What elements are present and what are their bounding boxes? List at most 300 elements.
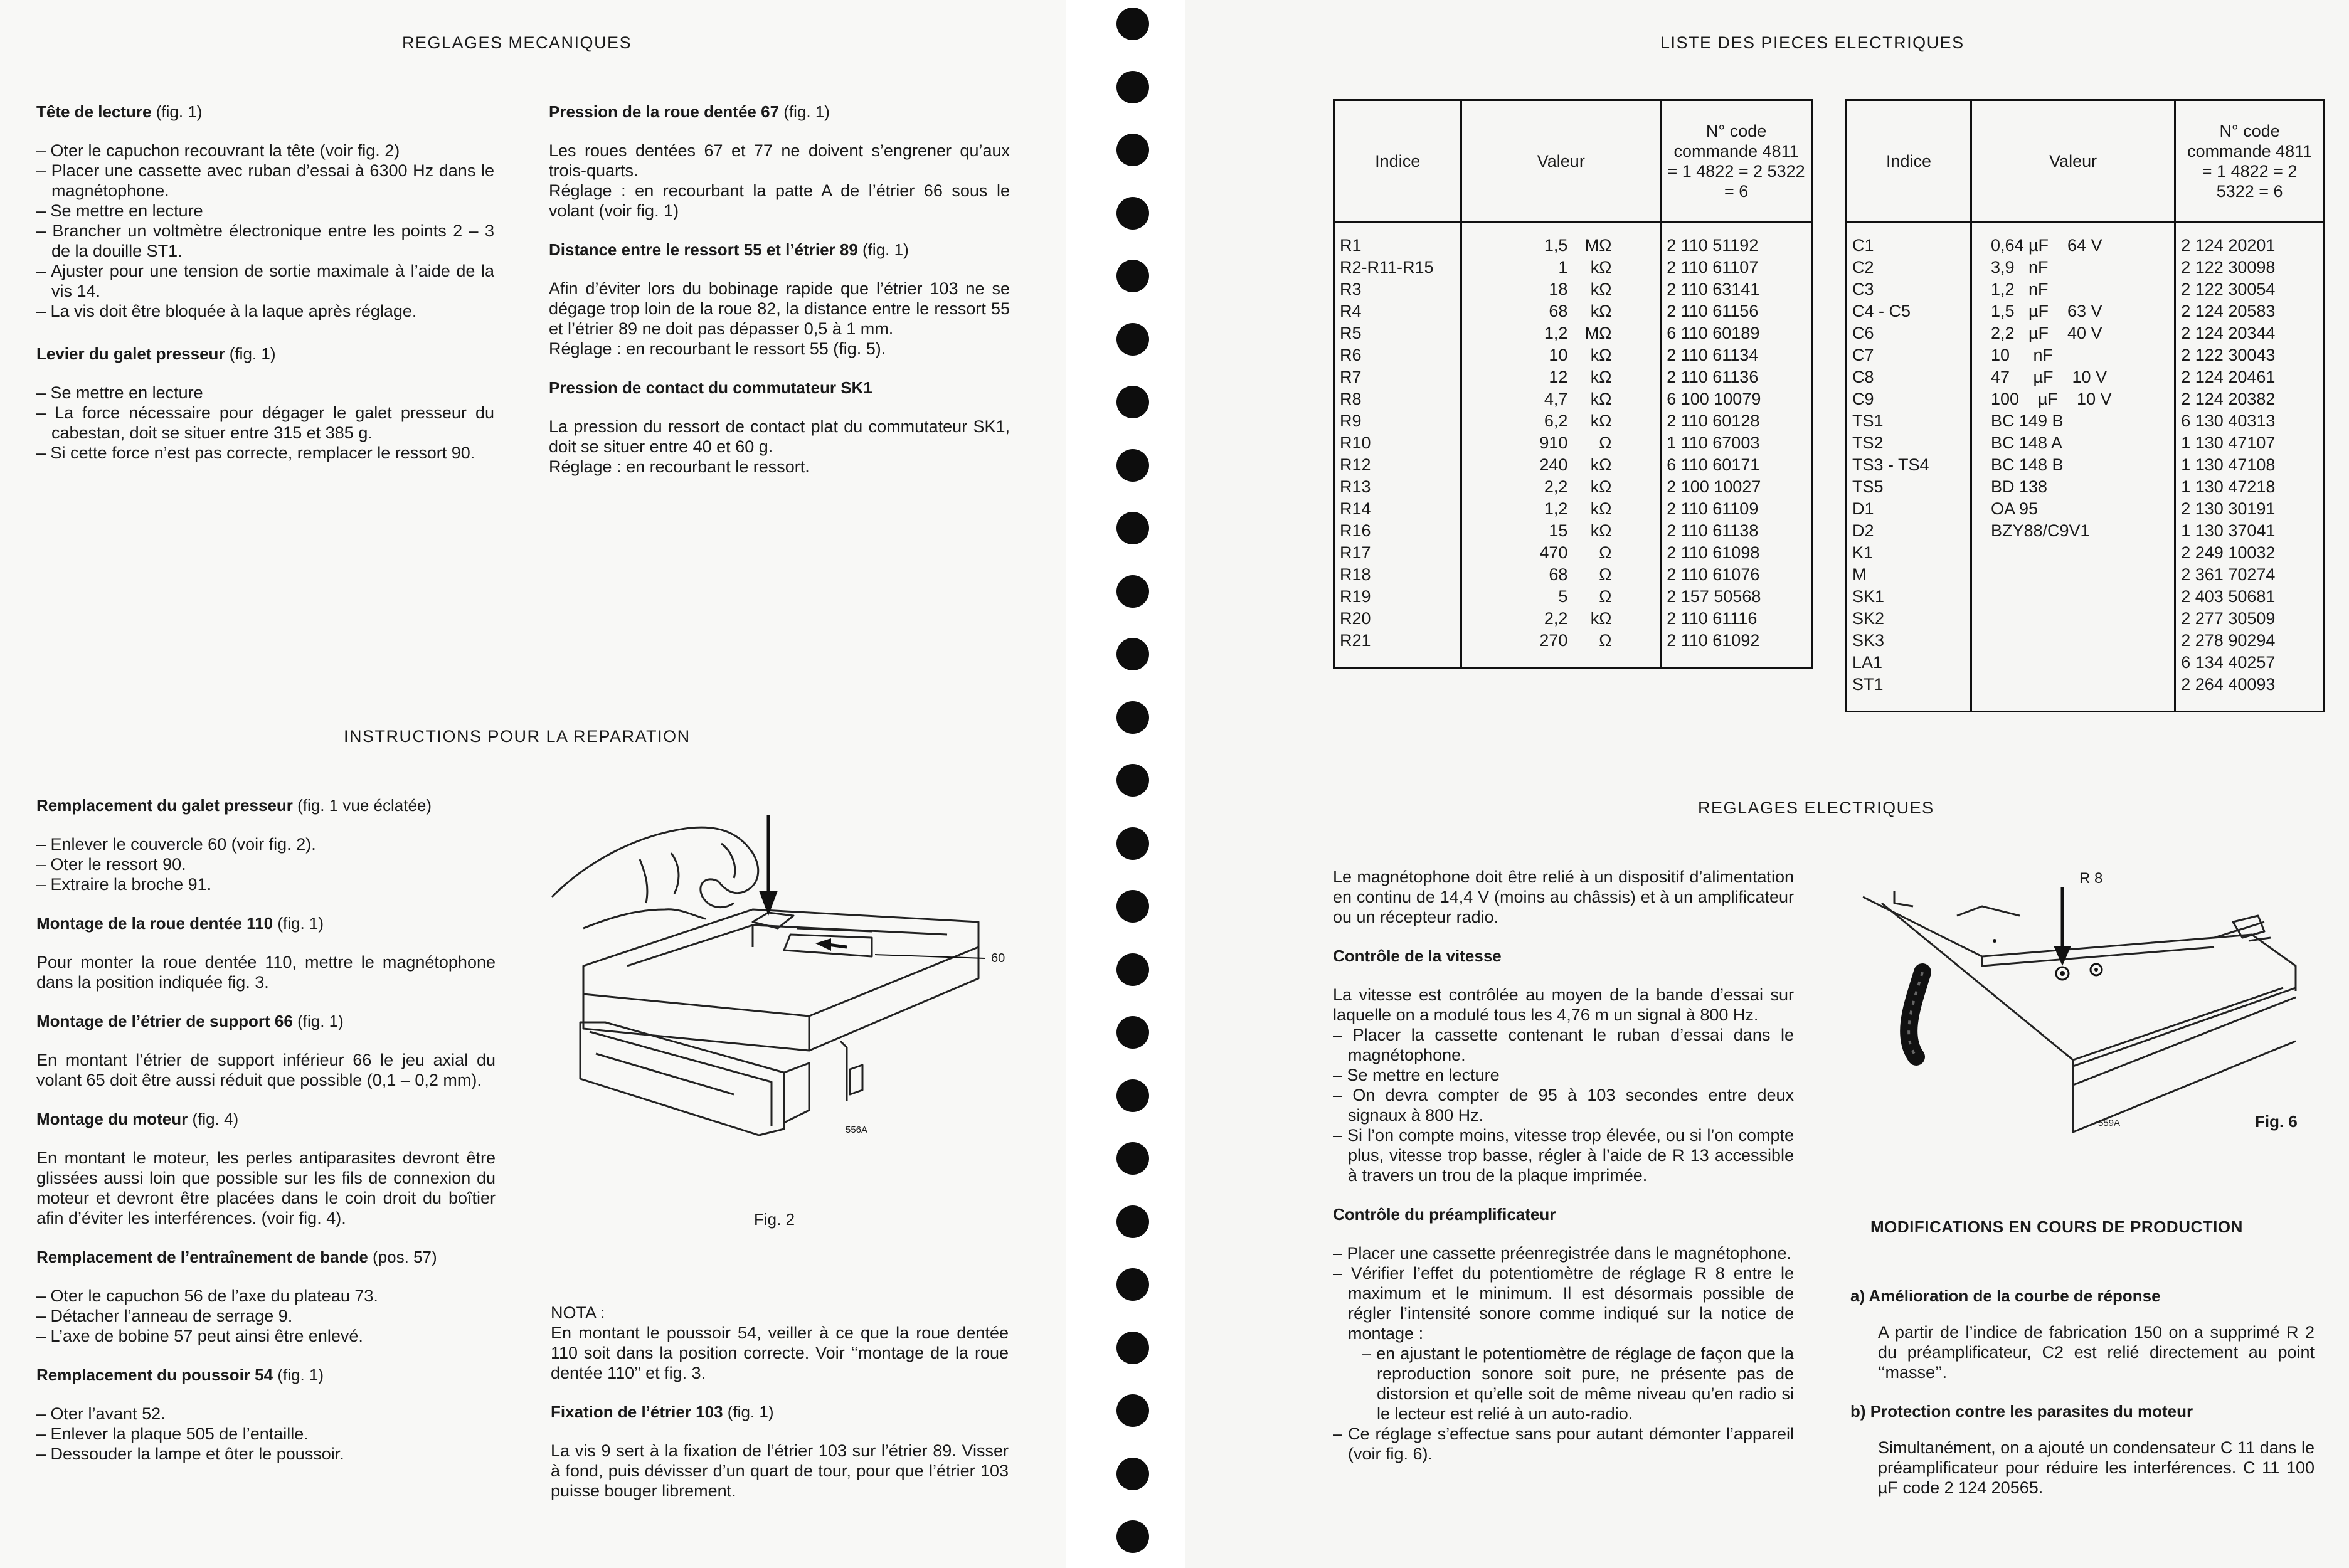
cell-valeur: [1461, 278, 1661, 300]
value-number: 910: [1539, 433, 1568, 452]
pushbutton-heading: Remplacement du poussoir 54: [36, 1365, 273, 1384]
nota-section: [551, 1303, 1009, 1520]
cell-valeur: [1971, 564, 2175, 586]
table-row: [1847, 432, 2325, 454]
components-table: [1845, 99, 2325, 712]
value-number: 5: [1558, 587, 1568, 606]
table-row: [1847, 322, 2325, 344]
list-item: – Extraire la broche 91.: [36, 875, 212, 894]
cell-code: 2 157 50568: [1661, 586, 1812, 608]
right-page: [1185, 0, 2349, 1568]
resistors-table: [1333, 99, 1813, 669]
cell-valeur: 1,5 µF 63 V: [1971, 300, 2175, 322]
pinch-lever-heading: Levier du galet presseur: [36, 344, 225, 363]
cell-indice: M: [1847, 564, 1971, 586]
cell-code: 2 110 60128: [1661, 410, 1812, 432]
cell-code: 2 249 10032: [2175, 542, 2325, 564]
bracket66-text: En montant l’étrier de support inférieur 66 le jeu axial du volant 65 doit être aussi réduit que possible (0,1 – 0,2 mm).: [36, 1051, 496, 1089]
cell-indice: TS5: [1847, 476, 1971, 498]
value-number: 1,5: [1544, 236, 1568, 255]
table-row: [1847, 652, 2325, 674]
value-unit: Ω: [1599, 587, 1612, 606]
cell-indice: C9: [1847, 388, 1971, 410]
cell-code: 6 100 10079: [1661, 388, 1812, 410]
cell-valeur: 2,2 µF 40 V: [1971, 322, 2175, 344]
cell-valeur: [1461, 630, 1661, 668]
cell-indice: C6: [1847, 322, 1971, 344]
left-page: [0, 0, 1066, 1568]
value-unit: kΩ: [1590, 368, 1612, 386]
binding-hole: [1116, 1079, 1149, 1112]
table-row: [1847, 454, 2325, 476]
table-row: [1334, 608, 1812, 630]
head-heading: Tête de lecture: [36, 102, 152, 121]
table-row: [1847, 630, 2325, 652]
table-row: [1847, 278, 2325, 300]
table-row: [1334, 366, 1812, 388]
value-unit: kΩ: [1590, 302, 1612, 320]
cell-indice: TS2: [1847, 432, 1971, 454]
table-row: [1847, 586, 2325, 608]
value-unit: kΩ: [1590, 609, 1612, 628]
table-row: [1334, 278, 1812, 300]
cell-valeur: [1461, 223, 1661, 257]
binding-hole: [1116, 1268, 1149, 1301]
value-unit: kΩ: [1590, 521, 1612, 540]
cell-code: 2 110 61134: [1661, 344, 1812, 366]
cell-indice: R5: [1334, 322, 1461, 344]
spring-distance-ref: (fig. 1): [862, 240, 909, 259]
table-row: [1334, 322, 1812, 344]
table-row: [1847, 257, 2325, 278]
motor-heading: Montage du moteur: [36, 1110, 188, 1128]
list-item: – Enlever la plaque 505 de l’entaille.: [36, 1424, 309, 1443]
cell-code: 2 403 50681: [2175, 586, 2325, 608]
cell-indice: R14: [1334, 498, 1461, 520]
table-row: [1334, 542, 1812, 564]
cell-valeur: BC 148 B: [1971, 454, 2175, 476]
production-changes: [1850, 1286, 2315, 1517]
table-row: [1334, 410, 1812, 432]
preamp-check-steps: [1333, 1243, 1794, 1464]
cell-code: 1 130 37041: [2175, 520, 2325, 542]
cell-indice: R7: [1334, 366, 1461, 388]
binding-hole: [1116, 1520, 1149, 1553]
production-changes-title: MODIFICATIONS EN COURS DE PRODUCTION: [1870, 1217, 2243, 1236]
repair-column: [36, 795, 496, 1483]
value-number: 2,2: [1544, 609, 1568, 628]
binding-hole: [1116, 8, 1149, 40]
cell-valeur: [1461, 498, 1661, 520]
cell-valeur: [1461, 432, 1661, 454]
cell-valeur: [1461, 322, 1661, 344]
nota-text: En montant le poussoir 54, veiller à ce que la roue dentée 110 soit dans la position correcte. Voir ‘‘montage de la roue dentée 110’’ et fig. 3.: [551, 1323, 1009, 1382]
fig2-caption: Fig. 2: [754, 1210, 795, 1229]
pinch-lever-steps: [36, 383, 494, 463]
binding-hole: [1116, 890, 1149, 923]
binding-hole: [1116, 1394, 1149, 1427]
cell-code: 6 110 60171: [1661, 454, 1812, 476]
cell-valeur: [1461, 410, 1661, 432]
binding-hole: [1116, 701, 1149, 734]
cell-valeur: BD 138: [1971, 476, 2175, 498]
table-row: [1334, 454, 1812, 476]
cell-code: 1 130 47108: [2175, 454, 2325, 476]
cell-code: 2 124 20461: [2175, 366, 2325, 388]
cell-valeur: [1461, 300, 1661, 322]
cell-valeur: [1461, 366, 1661, 388]
list-item: – Oter le ressort 90.: [36, 855, 186, 874]
fig6-illustration: [1857, 878, 2308, 1142]
repair-title: INSTRUCTIONS POUR LA REPARATION: [344, 727, 691, 746]
cell-indice: R12: [1334, 454, 1461, 476]
cell-code: 6 110 60189: [1661, 322, 1812, 344]
cell-code: 2 122 30043: [2175, 344, 2325, 366]
speed-check-text: La vitesse est contrôlée au moyen de la bande d’essai sur laquelle on a modulé tous les 4,76 m un signal à 800 Hz.: [1333, 985, 1794, 1024]
value-number: 4,7: [1544, 389, 1568, 408]
list-item: – Dessouder la lampe et ôter le poussoir.: [36, 1444, 344, 1463]
cell-indice: R19: [1334, 586, 1461, 608]
fig6-caption: Fig. 6: [2255, 1112, 2298, 1131]
binding-hole: [1116, 71, 1149, 103]
tape-drive-ref: (pos. 57): [373, 1248, 437, 1266]
cell-code: 6 134 40257: [2175, 652, 2325, 674]
switch-contact-text: La pression du ressort de contact plat du commutateur SK1, doit se situer entre 40 et 60 g.: [549, 417, 1010, 456]
table-row: [1334, 498, 1812, 520]
cell-indice: R4: [1334, 300, 1461, 322]
pinch-replace-heading: Remplacement du galet presseur: [36, 796, 293, 815]
table-row: [1334, 300, 1812, 322]
fixation-heading: Fixation de l’étrier 103: [551, 1402, 723, 1421]
cell-valeur: [1971, 586, 2175, 608]
cell-valeur: [1461, 542, 1661, 564]
cell-valeur: [1971, 652, 2175, 674]
list-item: – Se mettre en lecture: [1333, 1066, 1500, 1084]
list-item: – La vis doit être bloquée à la laque après réglage.: [36, 302, 417, 320]
cell-code: 2 110 61116: [1661, 608, 1812, 630]
cell-indice: C7: [1847, 344, 1971, 366]
value-unit: kΩ: [1590, 280, 1612, 299]
value-number: 2,2: [1544, 477, 1568, 496]
cell-indice: SK2: [1847, 608, 1971, 630]
list-item: – Placer une cassette préenregistrée dans le magnétophone.: [1333, 1244, 1791, 1263]
list-item: – Se mettre en lecture: [36, 383, 203, 402]
value-unit: kΩ: [1590, 499, 1612, 518]
nota-title: NOTA :: [551, 1303, 605, 1322]
cell-valeur: [1971, 542, 2175, 564]
list-item: – L’axe de bobine 57 peut ainsi être enlevé.: [36, 1327, 363, 1345]
cell-indice: R18: [1334, 564, 1461, 586]
cell-code: 2 277 30509: [2175, 608, 2325, 630]
cell-code: 2 264 40093: [2175, 674, 2325, 712]
binding-hole: [1116, 827, 1149, 860]
cell-code: 2 361 70274: [2175, 564, 2325, 586]
switch-contact-heading: Pression de contact du commutateur SK1: [549, 378, 872, 397]
value-unit: MΩ: [1584, 324, 1612, 342]
change-b-text: Simultanément, on a ajouté un condensateur C 11 dans le préamplificateur pour réduire les interférences. C 11 100 µF code 2 124 20565.: [1878, 1438, 2315, 1497]
table-row: [1847, 300, 2325, 322]
binding-hole: [1116, 575, 1149, 608]
binding-hole: [1116, 134, 1149, 166]
table-row: [1847, 498, 2325, 520]
list-item: – Enlever le couvercle 60 (voir fig. 2).: [36, 835, 316, 854]
cell-valeur: [1461, 454, 1661, 476]
cell-indice: R10: [1334, 432, 1461, 454]
cell-indice: K1: [1847, 542, 1971, 564]
gear110-text: Pour monter la roue dentée 110, mettre le magnétophone dans la position indiquée fig. 3.: [36, 953, 496, 992]
cell-valeur: [1461, 608, 1661, 630]
binding-hole: [1116, 1458, 1149, 1490]
binding-hole: [1116, 638, 1149, 670]
resistors-table-body: [1334, 223, 1812, 668]
binding-hole: [1116, 1205, 1149, 1238]
cell-indice: D2: [1847, 520, 1971, 542]
table-row: [1334, 257, 1812, 278]
list-item: – Oter le capuchon recouvrant la tête (voir fig. 2): [36, 141, 400, 160]
cell-indice: C2: [1847, 257, 1971, 278]
mechanical-settings-title: REGLAGES MECANIQUES: [402, 33, 632, 52]
table-row: [1334, 388, 1812, 410]
cell-valeur: [1461, 520, 1661, 542]
col-header-code: N° code commande 4811 = 1 4822 = 2 5322 = 6: [2175, 100, 2325, 223]
cell-indice: TS3 - TS4: [1847, 454, 1971, 476]
cell-valeur: 1,2 nF: [1971, 278, 2175, 300]
cell-valeur: [1461, 257, 1661, 278]
binding-hole: [1116, 953, 1149, 986]
table-row: [1334, 344, 1812, 366]
value-unit: kΩ: [1590, 346, 1612, 364]
list-item: – Ce réglage s’effectue sans pour autant démonter l’appareil (voir fig. 6).: [1333, 1424, 1794, 1463]
change-a-heading: a) Amélioration de la courbe de réponse: [1850, 1286, 2161, 1305]
head-steps: [36, 140, 494, 321]
list-item: – Détacher l’anneau de serrage 9.: [36, 1306, 293, 1325]
value-unit: Ω: [1599, 565, 1612, 584]
fig6-code: 559A: [2098, 1118, 2121, 1128]
cell-indice: R3: [1334, 278, 1461, 300]
spring-distance-text: Afin d’éviter lors du bobinage rapide que l’étrier 103 ne se dégage trop loin de la roue 82, la distance entre le ressort 55 et l’étrier 89 ne doit pas dépasser 0,5 à 1 mm.: [549, 279, 1010, 338]
gear110-heading: Montage de la roue dentée 110: [36, 914, 273, 933]
value-number: 1,2: [1544, 499, 1568, 518]
parts-list-title: LISTE DES PIECES ELECTRIQUES: [1660, 33, 1965, 52]
pinch-replace-steps: [36, 834, 496, 894]
cell-valeur: [1971, 608, 2175, 630]
cell-indice: R21: [1334, 630, 1461, 668]
cell-indice: SK3: [1847, 630, 1971, 652]
list-item: – Si cette force n’est pas correcte, remplacer le ressort 90.: [36, 443, 475, 462]
cell-code: 2 122 30054: [2175, 278, 2325, 300]
cell-code: 1 130 47107: [2175, 432, 2325, 454]
table-row: [1847, 564, 2325, 586]
speed-check-steps: [1333, 1025, 1794, 1185]
cell-valeur: 10 nF: [1971, 344, 2175, 366]
value-number: 10: [1549, 346, 1568, 364]
value-number: 270: [1539, 631, 1568, 650]
change-a-text: A partir de l’indice de fabrication 150 on a supprimé R 2 du préamplificateur, C2 est relié directement au point ‘‘masse’’.: [1878, 1323, 2315, 1382]
binding-hole: [1116, 260, 1149, 292]
cell-code: 2 110 61136: [1661, 366, 1812, 388]
cell-valeur: OA 95: [1971, 498, 2175, 520]
value-unit: kΩ: [1590, 477, 1612, 496]
cell-valeur: [1971, 674, 2175, 712]
value-unit: MΩ: [1584, 236, 1612, 255]
cell-code: 2 124 20382: [2175, 388, 2325, 410]
cell-indice: R16: [1334, 520, 1461, 542]
value-number: 6,2: [1544, 411, 1568, 430]
cell-indice: R13: [1334, 476, 1461, 498]
gear-pressure-section: [549, 102, 1010, 495]
cell-valeur: 0,64 µF 64 V: [1971, 223, 2175, 257]
gear-pressure-adjust: Réglage : en recourbant la patte A de l’étrier 66 sous le volant (voir fig. 1): [549, 181, 1010, 220]
table-row: [1847, 388, 2325, 410]
fixation-ref: (fig. 1): [727, 1402, 774, 1421]
cell-code: 2 124 20201: [2175, 223, 2325, 257]
col-header-indice: Indice: [1334, 100, 1461, 223]
value-number: 68: [1549, 565, 1568, 584]
cell-indice: SK1: [1847, 586, 1971, 608]
list-item: – Si l’on compte moins, vitesse trop élevée, ou si l’on compte plus, vitesse trop basse, régler à l’aide de R 13 accessible à travers un trou de la plaque imprimée.: [1333, 1126, 1794, 1185]
cell-indice: R2-R11-R15: [1334, 257, 1461, 278]
cell-indice: C4 - C5: [1847, 300, 1971, 322]
list-item: – Placer la cassette contenant le ruban d’essai dans le magnétophone.: [1333, 1025, 1794, 1064]
value-number: 1: [1558, 258, 1568, 277]
cell-code: 2 100 10027: [1661, 476, 1812, 498]
cell-code: 2 110 61156: [1661, 300, 1812, 322]
cell-valeur: [1461, 344, 1661, 366]
binding-hole: [1116, 764, 1149, 797]
cell-valeur: [1461, 586, 1661, 608]
col-header-valeur: Valeur: [1461, 100, 1661, 223]
cell-code: 2 110 61098: [1661, 542, 1812, 564]
table-row: [1847, 542, 2325, 564]
cell-indice: C3: [1847, 278, 1971, 300]
head-section: [36, 102, 494, 340]
cell-valeur: BZY88/C9V1: [1971, 520, 2175, 542]
cell-valeur: 3,9 nF: [1971, 257, 2175, 278]
value-unit: kΩ: [1590, 455, 1612, 474]
list-item: – Oter l’avant 52.: [36, 1404, 166, 1423]
cell-valeur: BC 149 B: [1971, 410, 2175, 432]
head-ref: (fig. 1): [156, 102, 203, 121]
value-unit: Ω: [1599, 543, 1612, 562]
cell-code: 2 278 90294: [2175, 630, 2325, 652]
cell-indice: R6: [1334, 344, 1461, 366]
list-item: – en ajustant le potentiomètre de réglage de façon que la reproduction sonore soit pure, ne présente pas de distorsion et qu’elle soit de même niveau qu’en radio si le lecteur est relié à un auto-radio.: [1362, 1344, 1794, 1423]
binding-hole: [1116, 386, 1149, 418]
cell-indice: R17: [1334, 542, 1461, 564]
cell-indice: LA1: [1847, 652, 1971, 674]
binding-hole: [1116, 197, 1149, 230]
list-item: – La force nécessaire pour dégager le galet presseur du cabestan, doit se situer entre 315 et 385 g.: [36, 403, 494, 442]
table-row: [1334, 630, 1812, 668]
cell-valeur: 47 µF 10 V: [1971, 366, 2175, 388]
cell-indice: R8: [1334, 388, 1461, 410]
cell-indice: C1: [1847, 223, 1971, 257]
pinch-lever-section: [36, 344, 494, 482]
fig6-r8-label: R 8: [2079, 870, 2103, 887]
cell-valeur: [1461, 476, 1661, 498]
binding-hole: [1116, 512, 1149, 544]
cell-indice: C8: [1847, 366, 1971, 388]
electrical-settings-title: REGLAGES ELECTRIQUES: [1698, 798, 1934, 817]
fig2-code: 556A: [846, 1125, 868, 1135]
pushbutton-steps: [36, 1404, 496, 1464]
list-item: – Oter le capuchon 56 de l’axe du plateau 73.: [36, 1286, 378, 1305]
value-unit: kΩ: [1590, 258, 1612, 277]
table-row: [1847, 520, 2325, 542]
table-row: [1334, 223, 1812, 257]
table-row: [1847, 410, 2325, 432]
cell-code: 1 130 47218: [2175, 476, 2325, 498]
pinch-replace-ref: (fig. 1 vue éclatée): [297, 796, 432, 815]
cell-code: 2 110 61109: [1661, 498, 1812, 520]
cell-code: 6 130 40313: [2175, 410, 2325, 432]
table-row: [1334, 476, 1812, 498]
bracket66-heading: Montage de l’étrier de support 66: [36, 1012, 293, 1030]
motor-ref: (fig. 4): [192, 1110, 239, 1128]
table-row: [1847, 674, 2325, 712]
preamp-check-heading: Contrôle du préamplificateur: [1333, 1205, 1556, 1224]
cell-code: 1 110 67003: [1661, 432, 1812, 454]
switch-contact-adjust: Réglage : en recourbant le ressort.: [549, 457, 810, 476]
cell-code: 2 110 63141: [1661, 278, 1812, 300]
table-row: [1334, 586, 1812, 608]
binding-hole: [1116, 1016, 1149, 1049]
cell-code: 2 110 61107: [1661, 257, 1812, 278]
list-item: – Se mettre en lecture: [36, 201, 203, 220]
cell-indice: ST1: [1847, 674, 1971, 712]
cell-code: 2 110 51192: [1661, 223, 1812, 257]
pushbutton-ref: (fig. 1): [277, 1365, 324, 1384]
list-item: – Placer une cassette avec ruban d’essai à 6300 Hz dans le magnétophone.: [36, 161, 494, 200]
gear-pressure-text: Les roues dentées 67 et 77 ne doivent s’engrener qu’aux trois-quarts.: [549, 141, 1010, 180]
electrical-intro: Le magnétophone doit être relié à un dispositif d’alimentation en continu de 14,4 V (moins au châssis) et à un amplificateur ou un récepteur radio.: [1333, 867, 1794, 926]
table-row: [1847, 344, 2325, 366]
change-b-heading: b) Protection contre les parasites du moteur: [1850, 1402, 2193, 1421]
cell-code: 2 110 61138: [1661, 520, 1812, 542]
cell-indice: R9: [1334, 410, 1461, 432]
col-header-valeur: Valeur: [1971, 100, 2175, 223]
cell-valeur: BC 148 A: [1971, 432, 2175, 454]
table-row: [1847, 608, 2325, 630]
value-number: 12: [1549, 368, 1568, 386]
cell-indice: R20: [1334, 608, 1461, 630]
table-row: [1334, 432, 1812, 454]
list-item: – Vérifier l’effet du potentiomètre de réglage R 8 entre le maximum et le minimum. Il est désormais possible de régler l’intensité sonore comme indiqué sur la notice de montage :: [1333, 1264, 1794, 1343]
spring-distance-heading: Distance entre le ressort 55 et l’étrier 89: [549, 240, 858, 259]
cell-valeur: 100 µF 10 V: [1971, 388, 2175, 410]
value-number: 18: [1549, 280, 1568, 299]
cell-code: 2 110 61092: [1661, 630, 1812, 668]
gear110-ref: (fig. 1): [277, 914, 324, 933]
cell-indice: TS1: [1847, 410, 1971, 432]
col-header-code: N° code commande 4811 = 1 4822 = 2 5322 = 6: [1661, 100, 1812, 223]
fig2-illustration: [546, 815, 1029, 1154]
table-row: [1847, 476, 2325, 498]
cell-indice: R1: [1334, 223, 1461, 257]
cell-code: 2 124 20344: [2175, 322, 2325, 344]
table-row: [1334, 520, 1812, 542]
table-row: [1847, 366, 2325, 388]
binding-hole: [1116, 1332, 1149, 1364]
cell-valeur: [1461, 564, 1661, 586]
motor-text: En montant le moteur, les perles antiparasites devront être glissées aussi loin que possible sur les fils de connexion du moteur et devront être placées dans le coin droit du boîtier afin d’éviter les interférences. (voir fig. 4).: [36, 1148, 496, 1227]
tape-drive-heading: Remplacement de l’entraînement de bande: [36, 1248, 368, 1266]
value-number: 15: [1549, 521, 1568, 540]
cell-indice: D1: [1847, 498, 1971, 520]
spring-distance-adjust: Réglage : en recourbant le ressort 55 (fig. 5).: [549, 339, 886, 358]
value-number: 1,2: [1544, 324, 1568, 342]
binding-spine: [1066, 0, 1185, 1568]
